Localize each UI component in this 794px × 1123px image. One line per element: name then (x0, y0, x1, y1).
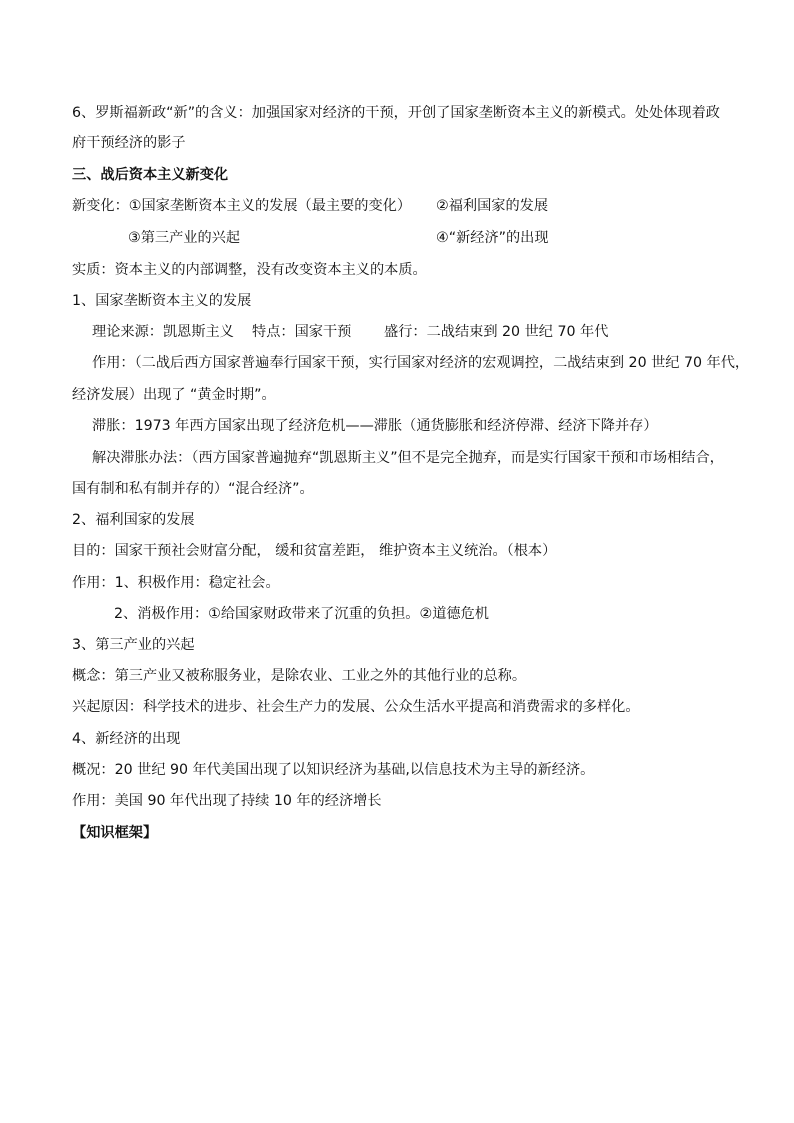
subsection-heading: 3、第三产业的兴起 (72, 637, 195, 653)
text-line: 盛行：二战结束到 20 世纪 70 年代 (384, 324, 609, 340)
text-line: 目的：国家干预社会财富分配， 缓和贫富差距， 维护资本主义统治。（根本） (72, 543, 557, 559)
text-line: 作用：1、积极作用：稳定社会。 (72, 575, 280, 591)
subsection-heading: 2、福利国家的发展 (72, 512, 195, 528)
subsection-heading: 1、国家垄断资本主义的发展 (72, 293, 252, 309)
text-line: 府干预经济的影子 (72, 135, 186, 151)
text-line: 国有制和私有制并存的）“混合经济”。 (72, 481, 314, 497)
text-line: 兴起原因：科学技术的进步、社会生产力的发展、公众生活水平提高和消费需求的多样化。 (72, 699, 640, 715)
text-line: 经济发展）出现了 “黄金时期”。 (72, 387, 276, 403)
text-line: 2、消极作用：①给国家财政带来了沉重的负担。②道德危机 (114, 606, 489, 622)
text-line: 作用：美国 90 年代出现了持续 10 年的经济增长 (72, 793, 382, 809)
text-line: 概况：20 世纪 90 年代美国出现了以知识经济为基础,以信息技术为主导的新经济。 (72, 762, 595, 778)
text-line: 6、罗斯福新政“新”的含义：加强国家对经济的干预，开创了国家垄断资本主义的新模式。处处体现着政 (72, 105, 720, 121)
subsection-heading: 4、新经济的出现 (72, 731, 181, 747)
text-line: 特点：国家干预 (252, 324, 352, 340)
text-line: 实质：资本主义的内部调整，没有改变资本主义的本质。 (72, 262, 427, 278)
text-line: ③第三产业的兴起 (128, 230, 241, 246)
text-line: 解决滞胀办法：（西方国家普遍抛弃“凯恩斯主义”但不是完全抛弃，而是实行国家干预和市场相结合， (92, 450, 724, 466)
text-line: ④“新经济”的出现 (436, 230, 549, 246)
section-heading: 【知识框架】 (72, 825, 158, 841)
text-line: 概念：第三产业又被称服务业，是除农业、工业之外的其他行业的总称。 (72, 668, 527, 684)
text-line: 理论来源：凯恩斯主义 (92, 324, 234, 340)
text-line: 滞胀：1973 年西方国家出现了经济危机——滞胀（通货膨胀和经济停滞、经济下降并存） (92, 418, 658, 434)
text-line: ②福利国家的发展 (436, 198, 549, 214)
section-heading: 三、战后资本主义新变化 (72, 167, 229, 183)
text-line: 作用：（二战后西方国家普遍奉行国家干预，实行国家对经济的宏观调控，二战结束到 20 世纪 70 年代， (92, 355, 750, 371)
text-line: 新变化：①国家垄断资本主义的发展（最主要的变化） (72, 198, 412, 214)
